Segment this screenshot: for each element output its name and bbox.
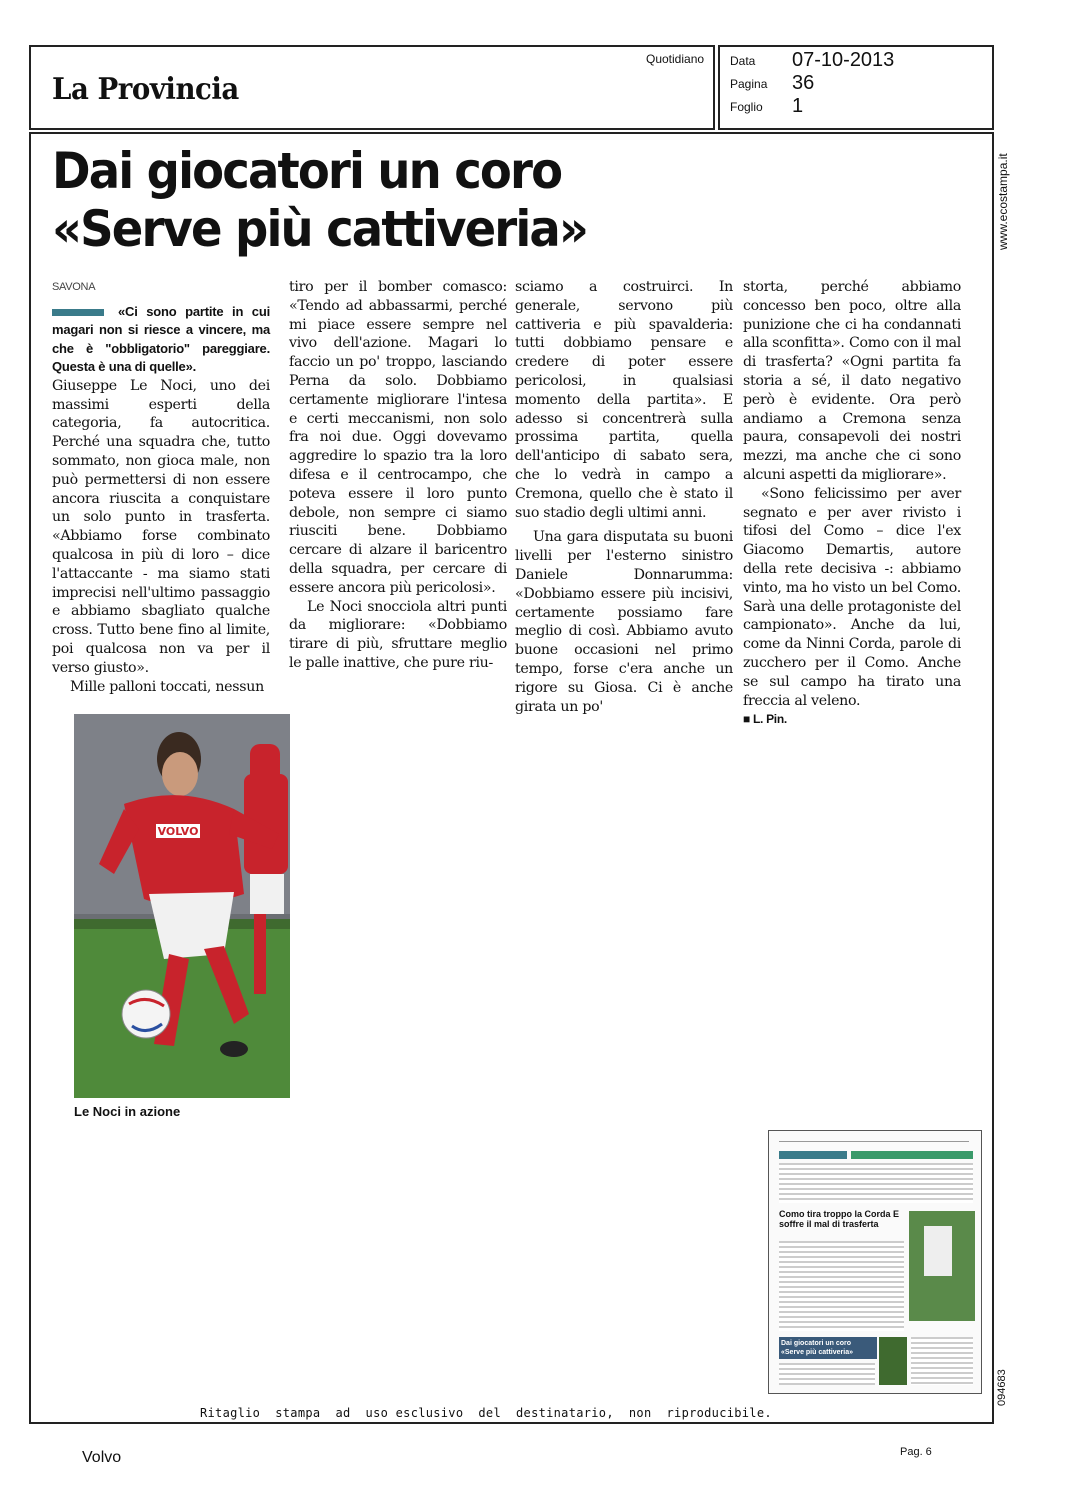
- edition-type: Quotidiano: [646, 52, 705, 66]
- col2-paragraph-2: Le Noci snocciola altri punti da migliorare: «Dobbiamo tirare di più, sfruttare meglio le palle inattive, che pure riu-: [289, 598, 507, 671]
- newspaper-logo: La Provincia: [52, 72, 239, 107]
- page-value: 36: [792, 72, 815, 94]
- article-column-1: [52, 278, 270, 696]
- lead-text: «Ci sono partite in cui magari non si riesce a vincere, ma che è "obbligatorio" pareggiare. Questa è una di quelle».: [52, 303, 270, 375]
- headline-line-1: Dai giocatori un coro: [52, 142, 562, 200]
- col1-paragraph-1: Giuseppe Le Noci, uno dei massimi esperti della categoria, fa autocritica. Perché una squadra che, tutto sommato, non gioca male, non può permettersi di non essere ancora riuscita a conquistare un solo punto in trasferta. «Abbiamo forse combinato qualcosa in più di loro – dice l'attaccante - ma siamo stati imprecisi nell'ultimo passaggio e abbiamo sbagliato qualche cross. Tutto bene fino al limite, poi qualcosa non va per il verso giusto».: [52, 377, 270, 676]
- source-website: www.ecostampa.it: [996, 153, 1010, 250]
- thumbnail-small-headline: Dai giocatori un coro «Serve più cattiveria»: [779, 1337, 877, 1359]
- article-column-2: [289, 278, 507, 673]
- author-signature: ■ L. Pin.: [743, 712, 787, 727]
- sheet-label: Foglio: [730, 100, 763, 114]
- col1-paragraph-2: Mille palloni toccati, nessun: [70, 678, 264, 695]
- article-column-3: [515, 278, 733, 716]
- advertiser-name: Volvo: [82, 1449, 122, 1466]
- page-thumbnail: [768, 1130, 982, 1394]
- col4-paragraph-1: storta, perché abbiamo concesso ben poco, oltre alla punizione che ci ha condannati alla sconfitta». Como con il mal di trasferta? «Ogni partita fa storia a sé, il dato negativo però è evidente. Ora però andiamo a Cremona senza paura, consapevoli dei nostri mezzi, ma anche che ci sono alcuni aspetti da migliorare».: [743, 279, 961, 483]
- col4-paragraph-2: «Sono felicissimo per aver segnato e per aver rivisto i tifosi del Como – dice l'ex Giacomo Demartis, autore della rete decisiva -: abbiamo vinto, ma ho visto un bel Como. Sarà una delle protagoniste del campionato». Anche da lui, come da Ninni Corda, parole di zucchero per il Como. Anche se sul campo ha tirato una freccia al veleno.: [743, 485, 961, 709]
- date-value: 07-10-2013: [792, 49, 895, 71]
- clipping-code: 094683: [996, 1369, 1008, 1406]
- article-lead: [52, 303, 270, 377]
- page-label: Pagina: [730, 77, 768, 91]
- kicker-location: SAVONA: [52, 281, 96, 293]
- page-number: Pag. 6: [900, 1446, 932, 1458]
- photo-caption: Le Noci in azione: [74, 1104, 181, 1119]
- col3-paragraph-1: sciamo a costruirci. In generale, servono più cattiveria e più spavalderia: tutti dobbiamo pensare e credere di poter essere pericolosi, in qualsiasi momento della partita». E adesso si concentrerà sulla prossima partita, quella dell'anticipo di sabato sera, che lo vedrà in campo a Cremona, quello che è stato il suo stadio degli ultimi anni.: [515, 279, 733, 521]
- reproduction-notice: Ritaglio stampa ad uso esclusivo del destinatario, non riproducibile.: [200, 1406, 772, 1420]
- shirt-sponsor-text: VOLVO: [157, 825, 199, 838]
- col3-paragraph-2: Una gara disputata su buoni livelli per l'esterno sinistro Daniele Donnarumma: «Dobbiamo essere più incisivi, certamente possiamo fare meglio di così. Abbiamo avuto buone occasioni nel primo tempo, forse c'era anche un rigore su Giosa. Ci è anche girata un po': [515, 529, 733, 715]
- date-label: Data: [730, 54, 756, 68]
- col2-paragraph-1: tiro per il bomber comasco: «Tendo ad abbassarmi, perché mi piace essere sempre nel vivo dell'azione. Magari lo faccio un po' troppo, lasciando Perna da solo. Dobbiamo certamente migliorare l'intesa e certi meccanismi, non solo fra noi due. Oggi dovevamo aggredire lo spazio tra la loro difesa e il centrocampo, che poteva essere il loro punto debole, non sempre ci siamo riusciti bene. Dobbiamo cercare di alzare il baricentro della squadra, per cercare di essere ancora più pericolosi».: [289, 279, 507, 596]
- headline-line-2: «Serve più cattiveria»: [52, 200, 588, 258]
- sheet-value: 1: [792, 95, 804, 117]
- lead-accent-bar: [52, 309, 104, 316]
- article-photo: [74, 714, 290, 1098]
- thumbnail-headline: Como tira troppo la Corda E soffre il mal di trasferta: [779, 1209, 900, 1229]
- article-column-4: [743, 278, 961, 729]
